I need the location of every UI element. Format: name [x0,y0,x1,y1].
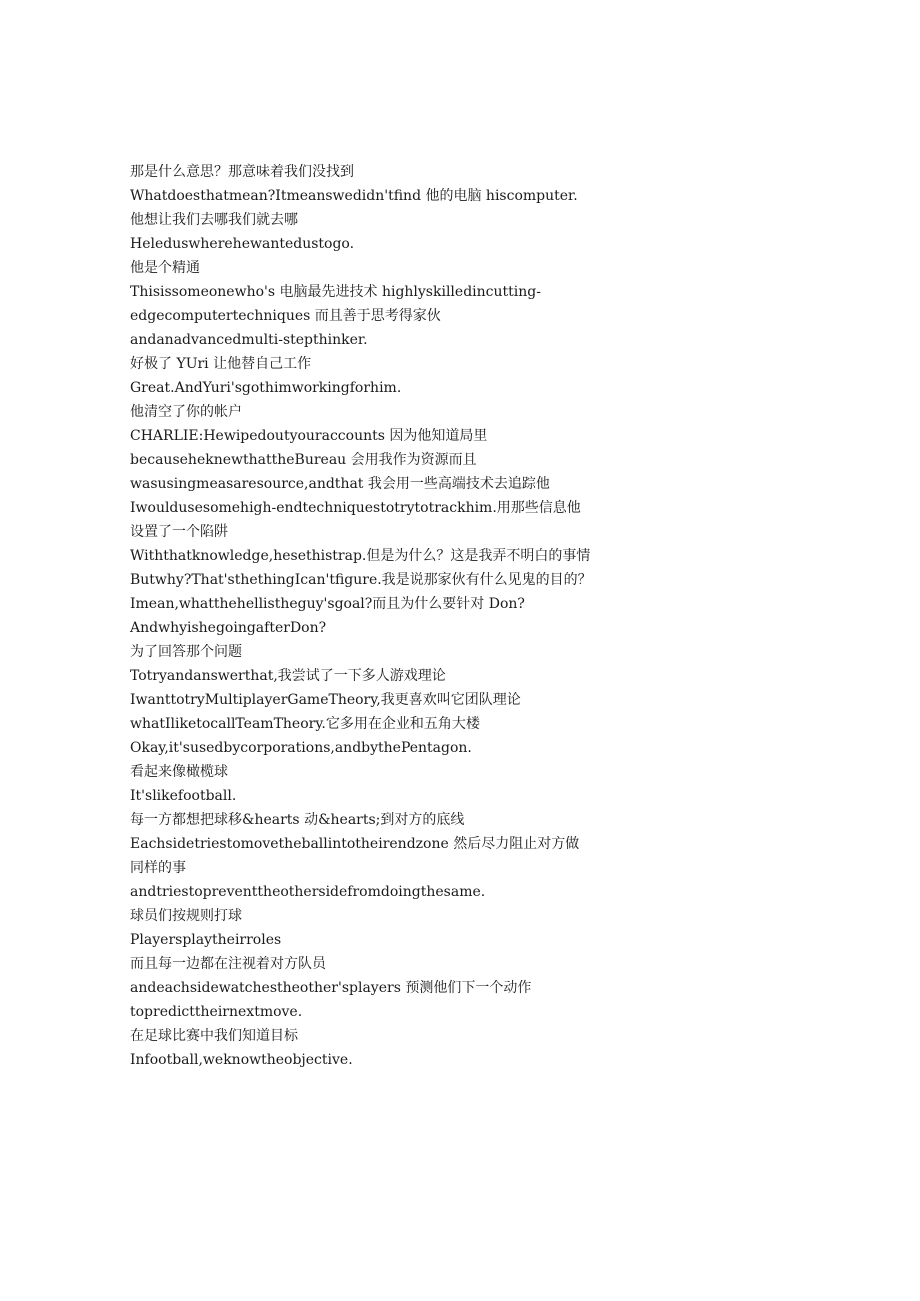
text-line: 每一方都想把球移&hearts 动&hearts;到对方的底线 [130,812,465,828]
text-line: 他清空了你的帐户 [130,404,242,420]
text-line: wasusingmeasaresource,andthat 我会用一些高端技术去追踪他 [130,476,550,492]
text-line: Okay,it'susedbycorporations,andbythePentagon. [130,740,472,756]
text-line: Thisissomeonewho's 电脑最先进技术 highlyskilledincutting- [130,284,541,300]
text-line: becauseheknewthattheBureau 会用我作为资源而且 [130,452,477,468]
text-line: Heleduswherehewantedustogo. [130,236,355,252]
text-line: 而且每一边都在注视着对方队员 [130,956,326,972]
text-line: andtriestopreventtheothersidefromdoingthesame. [130,884,486,900]
text-line: Iwouldusesomehigh-endtechniquestotrytotrackhim.用那些信息他设置了一个陷阱 [130,500,581,540]
document-page [130,160,592,1072]
text-line: 他想让我们去哪我们就去哪 [130,212,298,228]
text-line: CHARLIE:Hewipedoutyouraccounts 因为他知道局里 [130,428,488,444]
text-line: whatIliketocallTeamTheory.它多用在企业和五角大楼 [130,716,480,732]
text-line: 好极了 YUri 让他替自己工作 [130,356,312,372]
text-line: edgecomputertechniques 而且善于思考得家伙 [130,308,441,324]
text-line: 球员们按规则打球 [130,908,242,924]
text-line: AndwhyishegoingafterDon? [130,620,327,636]
text-line: Whatdoesthatmean?Itmeanswedidn'tfind 他的电脑 hiscomputer. [130,188,578,204]
text-line: andeachsidewatchestheother'splayers 预测他们下一个动作 [130,980,532,996]
text-line: It'slikefootball. [130,788,237,804]
text-line: topredicttheirnextmove. [130,1004,303,1020]
text-line: Infootball,weknowtheobjective. [130,1052,353,1068]
text-line: 在足球比赛中我们知道目标 [130,1028,298,1044]
text-line: IwanttotryMultiplayerGameTheory,我更喜欢叫它团队理论 [130,692,521,708]
text-line: Imean,whatthehellistheguy'sgoal?而且为什么要针对 Don? [130,596,525,612]
text-line: Great.AndYuri'sgothimworkingforhim. [130,380,402,396]
text-line: 看起来像橄榄球 [130,764,228,780]
text-line: 他是个精通 [130,260,200,276]
text-line: Withthatknowledge,hesethistrap.但是为什么？这是我弄不明白的事情 Butwhy?That'sthethingIcan'tfigure.我是说那家伙有什么见鬼的目的？ [130,548,592,588]
text-line: Eachsidetriestomovetheballintotheirendzone 然后尽力阻止对方做同样的事 [130,836,580,876]
text-line: 那是什么意思？那意味着我们没找到 [130,164,354,180]
text-line: andanadvancedmulti-stepthinker. [130,332,368,348]
text-line: 为了回答那个问题 [130,644,242,660]
text-line: Totryandanswerthat,我尝试了一下多人游戏理论 [130,668,446,684]
text-line: Playersplaytheirroles [130,932,282,948]
